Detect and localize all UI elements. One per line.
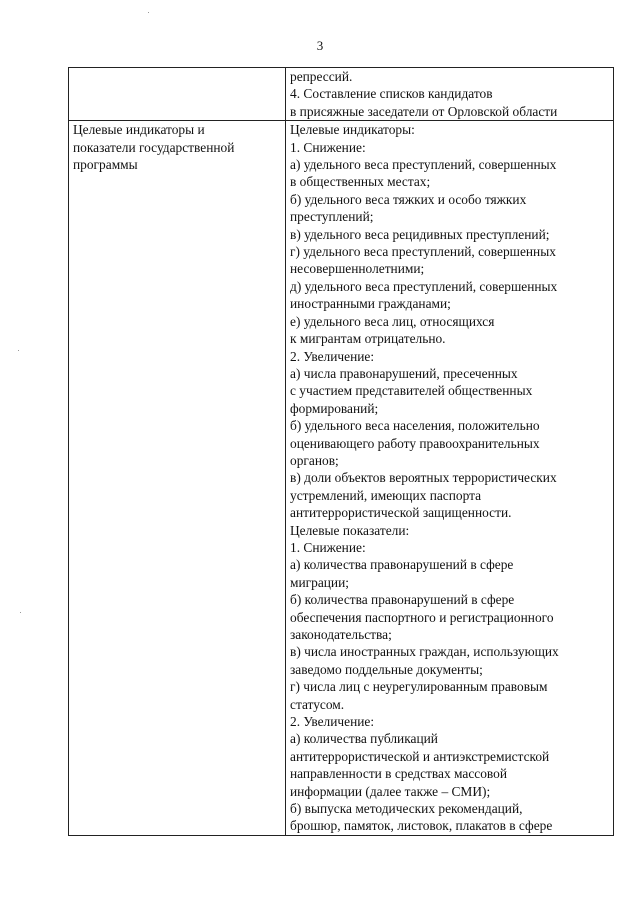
indicator-line: оценивающего работу правоохранительных: [290, 435, 540, 451]
indicator-line: с участием представителей общественных: [290, 383, 533, 399]
indicator-line: законодательства;: [290, 627, 392, 642]
indicator-line: 2. Увеличение:: [290, 714, 375, 730]
indicator-line: антитеррористической защищенности.: [290, 505, 512, 521]
indicator-line: 1. Снижение:: [290, 539, 366, 555]
indicator-line: г) числа лиц с неурегулированным правовым: [290, 679, 548, 695]
indicator-line: Целевые индикаторы:: [290, 122, 415, 138]
page-number: 3: [316, 38, 324, 53]
indicator-line: Целевые показатели:: [290, 522, 410, 538]
indicator-line: а) числа правонарушений, пресеченных: [290, 365, 518, 381]
indicator-line: устремлений, имеющих паспорта: [290, 487, 482, 503]
right-cell-continued: [286, 68, 614, 121]
indicator-line: иностранными гражданами;: [290, 296, 451, 312]
indicator-line: несовершеннолетними;: [290, 261, 425, 277]
heading-line: программы: [73, 157, 138, 173]
indicator-line: д) удельного веса преступлений, совершенных: [290, 278, 558, 294]
indicator-line: органов;: [290, 452, 339, 468]
indicator-line: в) удельного веса рецидивных преступлений;: [290, 226, 550, 242]
indicator-line: а) удельного веса преступлений, совершенных: [290, 157, 557, 173]
indicator-line: брошюр, памяток, листовок, плакатов в сфере: [290, 818, 553, 834]
indicator-line: преступлений;: [290, 209, 374, 225]
indicator-line: обеспечения паспортного и регистрационного: [290, 609, 554, 625]
text-line: 4. Составление списков кандидатов: [290, 86, 493, 102]
indicator-line: заведомо поддельные документы;: [290, 661, 483, 677]
indicator-line: миграции;: [290, 574, 349, 590]
heading-line: показатели государственной: [73, 139, 235, 155]
indicator-line: к мигрантам отрицательно.: [290, 331, 446, 347]
indicator-line: г) удельного веса преступлений, совершенных: [290, 244, 556, 260]
left-cell-empty: [69, 68, 286, 121]
indicator-line: б) выпуска методических рекомендаций,: [290, 801, 523, 817]
scan-speck: [20, 612, 21, 613]
scan-speck: [148, 12, 149, 13]
indicator-line: 2. Увеличение:: [290, 348, 375, 364]
indicator-line: а) количества публикаций: [290, 731, 438, 747]
indicator-line: в общественных местах;: [290, 174, 431, 190]
heading-line: Целевые индикаторы и: [73, 122, 205, 138]
indicator-line: формирований;: [290, 400, 379, 416]
table-row-indicators: [69, 121, 614, 836]
indicator-line: б) удельного веса тяжких и особо тяжких: [290, 191, 527, 207]
text-line: в присяжные заседатели от Орловской области: [290, 103, 558, 119]
text-line: репрессий.: [290, 69, 353, 84]
indicator-line: е) удельного веса лиц, относящихся: [290, 313, 495, 329]
program-passport-table: [68, 67, 614, 836]
indicator-line: антитеррористической и антиэкстремистской: [290, 748, 550, 764]
right-cell-indicators-list: [286, 121, 614, 836]
indicator-line: б) удельного веса населения, положительно: [290, 418, 540, 434]
indicator-line: направленности в средствах массовой: [290, 766, 507, 782]
indicator-line: в) доли объектов вероятных террористических: [290, 470, 557, 486]
indicator-line: статусом.: [290, 696, 345, 712]
indicator-line: 1. Снижение:: [290, 139, 366, 155]
scan-speck: [18, 350, 19, 351]
table-row-continued: [69, 68, 614, 121]
indicator-line: информации (далее также – СМИ);: [290, 783, 491, 799]
left-cell-indicators-heading: [69, 121, 286, 836]
indicator-line: в) числа иностранных граждан, использующих: [290, 644, 559, 660]
indicator-line: б) количества правонарушений в сфере: [290, 592, 515, 608]
indicator-line: а) количества правонарушений в сфере: [290, 557, 514, 573]
